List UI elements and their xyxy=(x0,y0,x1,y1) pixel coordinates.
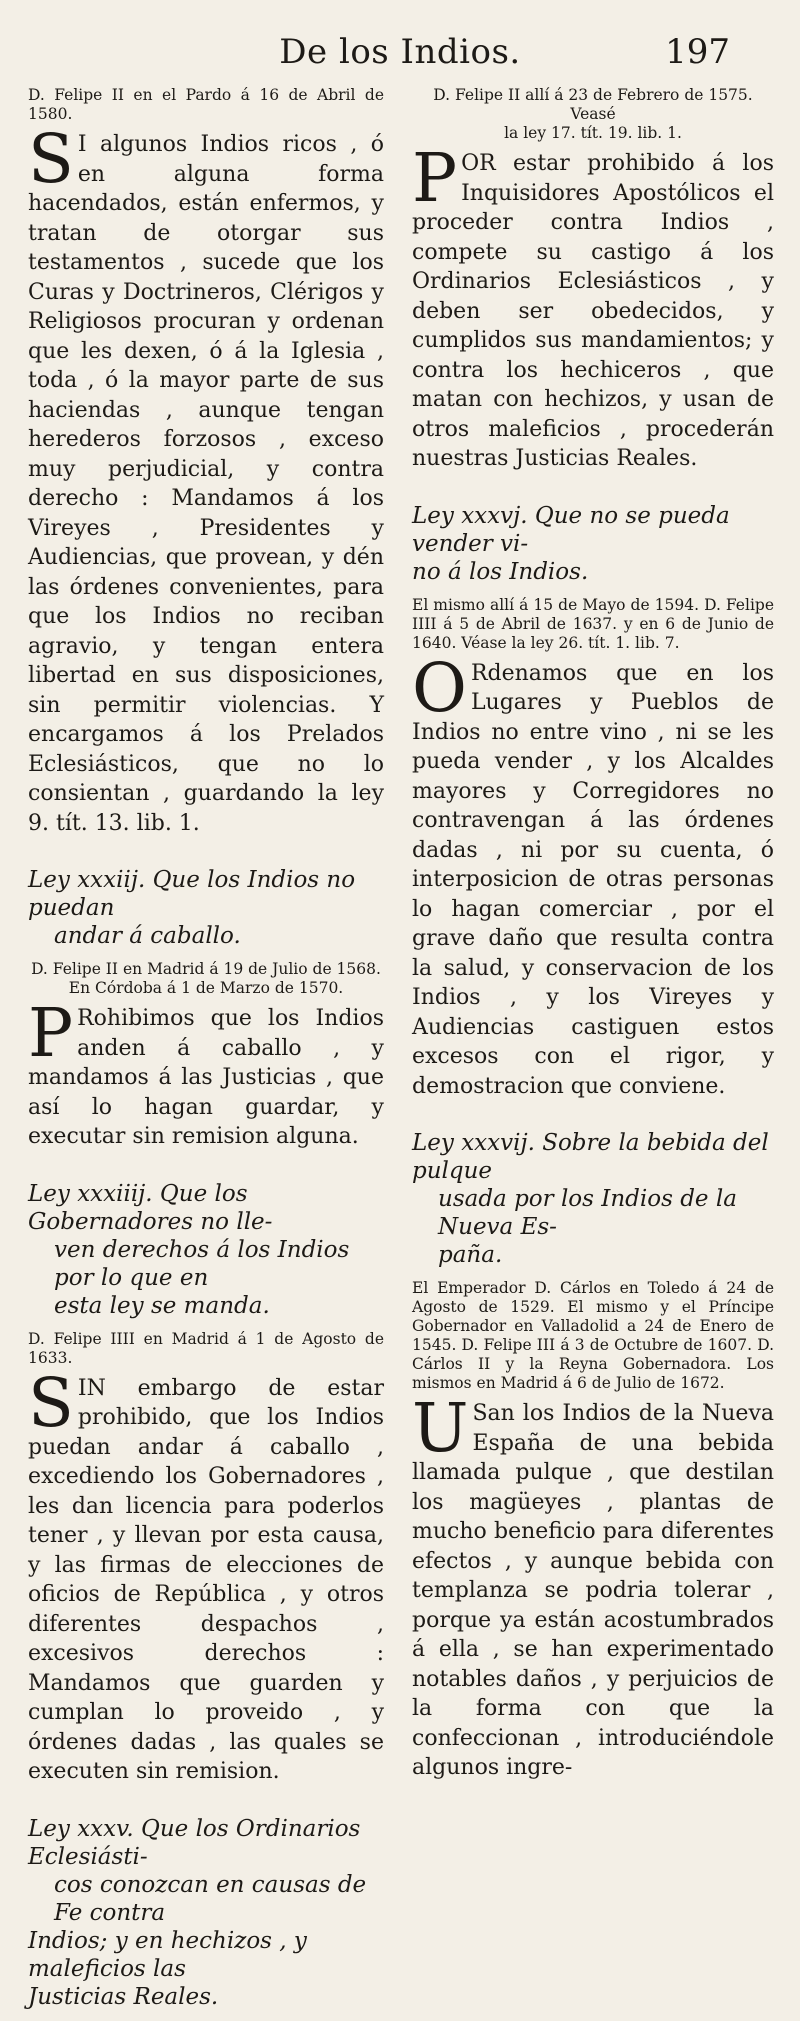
law-32-source: D. Felipe II en el Pardo á 16 de Abril de 1580. xyxy=(28,86,384,123)
left-column xyxy=(28,86,384,2021)
law-36-text: ORdenamos que en los Lugares y Pueblos de Indios no entre vino , ni se les pueda vender , y los Alcaldes mayores y Corregidores no contravengan á las órdenes dadas , ni por su cuenta, ó interposicion de otras personas lo hagan comerciar , por el grave daño que resulta contra la salud, y conservacion de los Indios , y los Vireyes y Audiencias castiguen estos excesos con el rigor, y demostracion que conviene. xyxy=(412,648,774,1099)
law-35 xyxy=(28,1815,384,2011)
law-35-title-line: Ley xxxv. Que los Ordinarios Eclesiásti- xyxy=(28,1815,361,1870)
law-35-source-line: D. Felipe II allí á 23 de Febrero de 1575. Veasé xyxy=(433,86,753,123)
law-35-title-line: cos conozcan en causas de Fe contra xyxy=(54,1871,367,1926)
law-34-source: D. Felipe IIII en Madrid á 1 de Agosto de 1633. xyxy=(28,1329,384,1367)
law-37-title-line: usada por los Indios de la Nueva Es- xyxy=(438,1186,737,1240)
law-33-title xyxy=(28,866,384,950)
law-36-title-line: Ley xxxvj. Que no se pueda vender vi- xyxy=(412,502,730,557)
law-34 xyxy=(28,1180,384,1787)
law-36 xyxy=(412,502,774,1102)
law-36-title xyxy=(412,502,774,586)
law-33-title-line: andar á caballo. xyxy=(54,923,241,949)
law-37-source: El Emperador D. Cárlos en Toledo á 24 de Agosto de 1529. El mismo y el Príncipe Gobernador en Valladolid a 24 de Enero de 1545. D. Felipe III á 3 de Octubre de 1607. D. Cárlos II y la Reyna Gobernadora. Los mismos en Madrid á 6 de Julio de 1672. xyxy=(412,1279,774,1392)
law-33 xyxy=(28,866,384,1152)
law-36-title-line: no á los Indios. xyxy=(412,558,589,585)
law-33-text: PRohibimos que los Indios anden á caballo , y mandamos á las Justicias , que así lo hagan guardar, y executar sin remision alguna. xyxy=(28,994,384,1149)
law-37-title-line: Ley xxxvij. Sobre la bebida del pulque xyxy=(412,1130,769,1184)
page-header xyxy=(0,30,800,80)
right-column xyxy=(412,86,774,1783)
law-35-source xyxy=(412,86,774,143)
law-33-title-line: Ley xxxiij. Que los Indios no puedan xyxy=(28,867,356,921)
law-37-title xyxy=(412,1129,774,1269)
law-35-title-line: Indios; y en hechizos , y maleficios las xyxy=(28,1927,307,1982)
law-34-title xyxy=(28,1180,384,1320)
law-37-title-line: paña. xyxy=(438,1242,503,1268)
law-35-source-line: la ley 17. tít. 19. lib. 1. xyxy=(504,124,682,142)
law-34-text: SIN embargo de estar prohibido, que los Indios puedan andar á caballo , excediendo los Gobernadores , les dan licencia para poderlos tener , y llevan por esta causa, y las firmas de elecciones de oficios de República , y otros diferentes despachos , excesivos derechos : Mandamos que guarden y cumplan lo proveido , y órdenes dadas , las quales se executen sin remision. xyxy=(28,1363,384,1784)
law-32-text: SI algunos Indios ricos , ó en alguna forma hacendados, están enfermos, y tratan de otorgar sus testamentos , sucede que los Curas y Doctrineros, Clérigos y Religiosos procuran y ordenan que les dexen, ó á la Iglesia , toda , ó la mayor parte de sus haciendas , aunque tengan herederos forzosos , exceso muy perjudicial, y contra derecho : Mandamos á los Vireyes , Presidentes y Audiencias, que provean, y dén las órdenes convenientes, para que los Indios no reciban agravio, y tengan entera libertad en sus disposiciones, sin permitir violencias. Y encargamos á los Prelados Eclesiásticos, que no lo consientan , guardando la ley 9. tít. 13. lib. 1. xyxy=(28,120,384,836)
law-33-source: D. Felipe II en Madrid á 19 de Julio de 1568. En Córdoba á 1 de Marzo de 1570. xyxy=(31,960,381,997)
law-36-source: El mismo allí á 15 de Mayo de 1594. D. Felipe IIII á 5 de Abril de 1637. y en 6 de Junio de 1640. Véase la ley 26. tít. 1. lib. 7. xyxy=(412,595,774,652)
law-34-title-line: ven derechos á los Indios por lo que en xyxy=(54,1236,350,1291)
law-37 xyxy=(412,1129,774,1783)
law-34-title-line: Ley xxxiiij. Que los Gobernadores no lle- xyxy=(28,1180,273,1235)
law-37-text: USan los Indios de la Nueva España de una bebida llamada pulque , que destilan los magüeyes , plantas de mucho beneficio para diferentes efectos , y aunque bebida con templanza se podria tolerar , porque ya están acostumbrados á ella , se han experimentado notables daños , y perjuicios de la forma con que la confeccionan , introduciéndole algunos ingre- xyxy=(412,1389,774,1780)
law-34-title-line: esta ley se manda. xyxy=(54,1292,270,1319)
running-title: De los Indios. xyxy=(279,32,521,72)
law-35-body xyxy=(412,86,774,474)
law-35-title-line: Justicias Reales. xyxy=(28,1983,219,2010)
page-number: 197 xyxy=(665,32,730,72)
law-32 xyxy=(28,86,384,838)
law-35-title xyxy=(28,1815,384,2011)
law-35-text: POR estar prohibido á los Inquisidores Apostólicos el proceder contra Indios , compete su castigo á los Ordinarios Eclesiásticos , y deben ser obedecidos, y cumplidos sus mandamientos; y contra los hechiceros , que matan con hechizos, y usan de otros maleficios , procederán nuestras Justicias Reales. xyxy=(412,139,774,471)
